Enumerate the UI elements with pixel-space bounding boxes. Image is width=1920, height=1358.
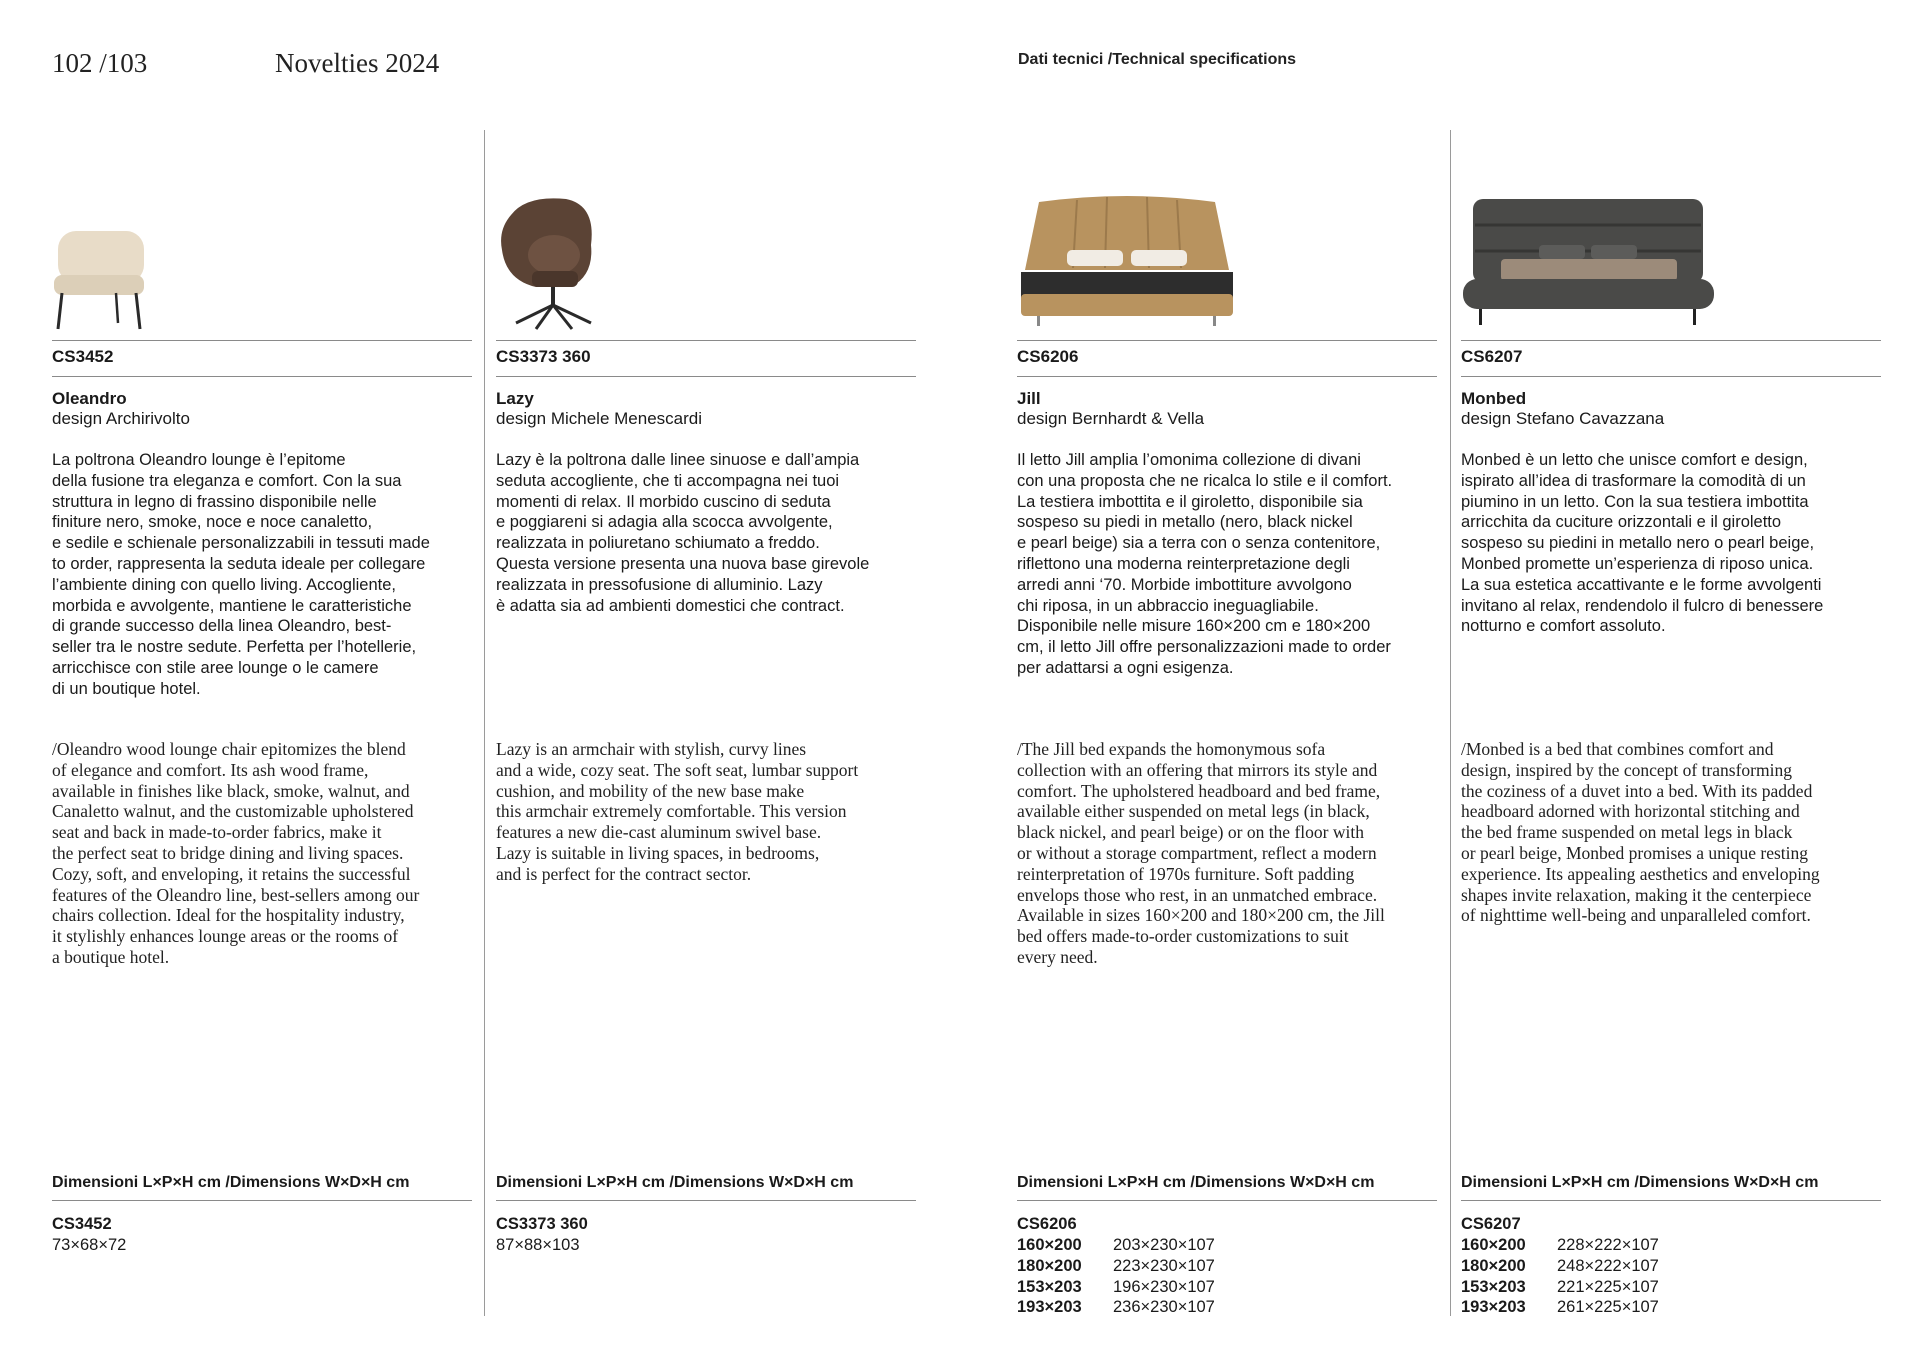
description-italian: La poltrona Oleandro lounge è l’epitome della fusione tra eleganza e comfort. Con la sua struttura in legno di frassino disponibile nelle finiture nero, smoke, noce e noce canaletto, e sedile e schienale personalizzabili in tessuti made to order, rappresenta la seduta ideale per collegare l’ambiente dining con quello living. Accogliente, morbida e avvolgente, mantiene le caratteristiche di grande successo della linea Oleandro, best- seller tra le nostre sedute. Perfetta per l’hotellerie, arricchisce con stile aree lounge o le camere di un boutique hotel. — [52, 451, 430, 698]
dimension-row — [1017, 1277, 1215, 1298]
dimension-value: 248×222×107 — [1557, 1256, 1659, 1275]
description-english: Lazy is an armchair with stylish, curvy lines and a wide, cozy seat. The soft seat, lumbar support cushion, and mobility of the new base make this armchair extremely comfortable. This version features a new die-cast aluminum swivel base. Lazy is suitable in living spaces, in bedrooms, and is perfect for the contract sector. — [496, 739, 859, 884]
dimensions-list — [1017, 1235, 1215, 1318]
dimension-row — [1017, 1235, 1215, 1256]
page-numbers: 102 /103 — [52, 48, 148, 78]
dimension-value: 261×225×107 — [1557, 1298, 1659, 1317]
product-column-oleandro — [52, 0, 472, 1358]
dimension-value: 223×230×107 — [1113, 1256, 1215, 1275]
dimensions-list — [496, 1235, 580, 1256]
divider — [52, 340, 472, 341]
dimensions-list — [52, 1235, 126, 1256]
product-column-lazy — [496, 0, 916, 1358]
dimension-size: 193×203 — [1461, 1298, 1526, 1317]
divider — [496, 340, 916, 341]
dimension-row — [496, 1235, 580, 1256]
dimension-size: 180×200 — [1461, 1256, 1526, 1275]
product-designer: design Michele Menescardi — [496, 409, 702, 428]
product-code: CS3452 — [52, 347, 114, 366]
divider — [1461, 376, 1881, 377]
divider — [1017, 1200, 1437, 1201]
dimensions-list — [1461, 1235, 1659, 1318]
dimensions-header: Dimensioni L×P×H cm /Dimensions W×D×H cm — [1017, 1174, 1375, 1191]
bed-monbed-icon — [1461, 195, 1716, 330]
lounge-chair-icon — [52, 225, 152, 331]
product-column-jill — [1017, 0, 1437, 1358]
divider — [52, 1200, 472, 1201]
product-code: CS3373 360 — [496, 347, 591, 366]
product-name: Jill — [1017, 389, 1041, 408]
dimension-size: 160×200 — [1017, 1236, 1082, 1254]
dimension-row — [1461, 1277, 1659, 1298]
dimension-value: 236×230×107 — [1113, 1298, 1215, 1317]
description-italian: Lazy è la poltrona dalle linee sinuose e dall’ampia seduta accogliente, che ti accompagna nei tuoi momenti di relax. Il morbido cuscino di seduta e poggiareni si adagia alla scocca avvolgente, realizzata in poliuretano schiumato a freddo. Questa versione presenta una nuova base girevole realizzata in pressofusione di alluminio. Lazy è adatta sia ad ambienti domestici che contract. — [496, 451, 870, 615]
description-english: /Oleandro wood lounge chair epitomizes the blend of elegance and comfort. Its ash wood frame, available in finishes like black, smoke, walnut, and Canaletto walnut, and the customizable upholstered seat and back in made-to-order fabrics, make it the perfect seat to bridge dining and living spaces. Cozy, soft, and enveloping, it retains the successful features of the Oleandro line, best-sellers among our chairs collection. Ideal for the hospitality industry, it stylishly enhances lounge areas or the rooms of a boutique hotel. — [52, 739, 420, 967]
dimensions-header: Dimensioni L×P×H cm /Dimensions W×D×H cm — [1461, 1174, 1819, 1191]
bed-jill-icon — [1017, 190, 1237, 328]
dimension-value: 73×68×72 — [52, 1236, 127, 1254]
dimension-row — [52, 1235, 126, 1256]
divider — [496, 376, 916, 377]
swivel-armchair-icon — [496, 195, 611, 330]
dimension-row — [1461, 1256, 1659, 1277]
divider — [1017, 376, 1437, 377]
dimension-value: 196×230×107 — [1113, 1277, 1215, 1296]
dimension-value: 87×88×103 — [496, 1236, 580, 1254]
dimensions-code: CS6206 — [1017, 1215, 1077, 1233]
product-name: Oleandro — [52, 389, 127, 408]
product-code: CS6207 — [1461, 347, 1523, 366]
product-column-monbed — [1461, 0, 1881, 1358]
description-english: /Monbed is a bed that combines comfort and design, inspired by the concept of transforming the coziness of a duvet into a bed. With its padded headboard adorned with horizontal stitching and the bed frame suspended on metal legs in black or pearl beige, Monbed promises a unique resting experience. Its appealing aesthetics and enveloping shapes invite relaxation, making it the centerpiece of nighttime well-being and unparalleled comfort. — [1461, 739, 1820, 926]
dimension-row — [1461, 1297, 1659, 1318]
dimensions-code: CS3373 360 — [496, 1215, 588, 1233]
dimension-value: 221×225×107 — [1557, 1277, 1659, 1296]
spec-title: Dati tecnici /Technical specifications — [1018, 51, 1297, 68]
dimension-row — [1017, 1256, 1215, 1277]
divider — [496, 1200, 916, 1201]
dimension-value: 228×222×107 — [1557, 1236, 1659, 1254]
dimension-size: 160×200 — [1461, 1236, 1526, 1254]
description-english: /The Jill bed expands the homonymous sofa collection with an offering that mirrors its style and comfort. The upholstered headboard and bed frame, available either suspended on metal legs (in black, black nickel, and pearl beige) or on the floor with or without a storage compartment, reflect a modern reinterpretation of 1970s furniture. Soft padding envelops those who rest, in an unmatched embrace. Available in sizes 160×200 and 180×200 cm, the Jill bed offers made-to-order customizations to suit every need. — [1017, 739, 1385, 967]
dimension-size: 193×203 — [1017, 1298, 1082, 1317]
divider — [52, 376, 472, 377]
divider — [1461, 340, 1881, 341]
divider — [1461, 1200, 1881, 1201]
dimension-row — [1461, 1235, 1659, 1256]
description-italian: Il letto Jill amplia l’omonima collezione di divani con una proposta che ne ricalca lo stile e il comfort. La testiera imbottita e il giroletto, disponibile sia sospeso su piedi in metallo (nero, black nickel e pearl beige) sia a terra con o senza contenitore, riflettono una moderna reinterpretazione degli arredi anni ‘70. Morbide imbottiture avvolgono chi riposa, in un abbraccio ineguagliabile. Disponibile nelle misure 160×200 cm e 180×200 cm, il letto Jill offre personalizzazioni made to order per adattarsi a ogni esigenza. — [1017, 451, 1393, 677]
dimension-size: 153×203 — [1461, 1277, 1526, 1296]
product-designer: design Archirivolto — [52, 409, 190, 428]
dimension-row — [1017, 1297, 1215, 1318]
column-divider — [1450, 130, 1451, 1316]
description-italian: Monbed è un letto che unisce comfort e design, ispirato all’idea di trasformare la comodità di un piumino in un letto. Con la sua testiera imbottita arricchita da cuciture orizzontali e il giroletto sospeso su piedini in metallo nero o pearl beige, Monbed promette un’esperienza di riposo unica. La sua estetica accattivante e le forme avvolgenti invitano al relax, rendendolo il fulcro di benessere notturno e comfort assoluto. — [1461, 451, 1824, 636]
dimensions-header: Dimensioni L×P×H cm /Dimensions W×D×H cm — [496, 1174, 854, 1191]
dimensions-code: CS3452 — [52, 1215, 112, 1233]
divider — [1017, 340, 1437, 341]
product-code: CS6206 — [1017, 347, 1079, 366]
product-name: Monbed — [1461, 389, 1527, 408]
product-designer: design Stefano Cavazzana — [1461, 409, 1665, 428]
product-name: Lazy — [496, 389, 534, 408]
section-title: Novelties 2024 — [275, 48, 440, 78]
product-designer: design Bernhardt & Vella — [1017, 409, 1205, 428]
dimensions-header: Dimensioni L×P×H cm /Dimensions W×D×H cm — [52, 1174, 410, 1191]
dimension-size: 153×203 — [1017, 1277, 1082, 1296]
dimensions-code: CS6207 — [1461, 1215, 1521, 1233]
column-divider — [484, 130, 485, 1316]
dimension-value: 203×230×107 — [1113, 1236, 1215, 1254]
dimension-size: 180×200 — [1017, 1256, 1082, 1275]
